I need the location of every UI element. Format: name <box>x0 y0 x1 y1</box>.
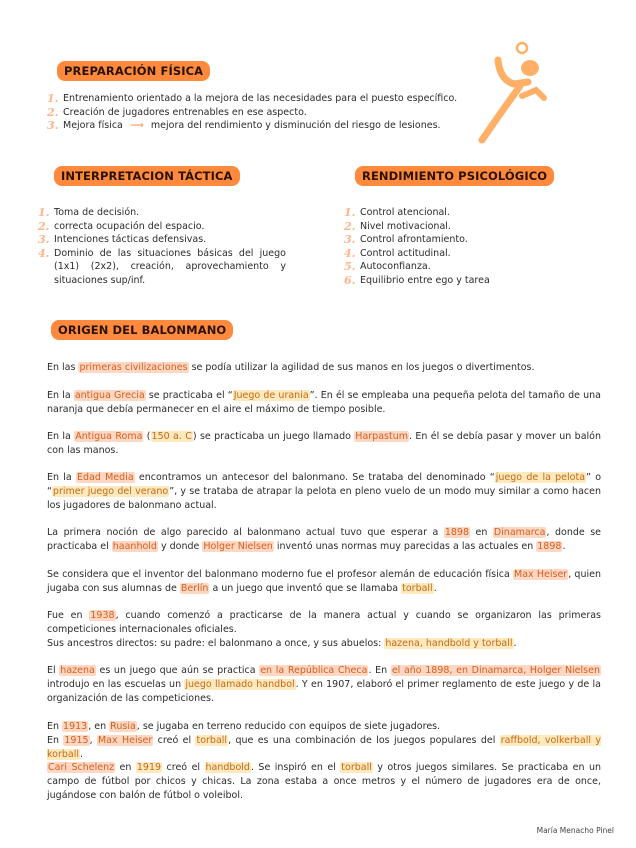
list-item: 5. Autoconfianza. <box>344 260 431 273</box>
author-signature: María Menacho Pinel <box>536 826 614 835</box>
tactica-list <box>38 206 286 287</box>
list-item: 2. Creación de jugadores entrenables en ese aspecto. <box>47 105 307 119</box>
paragraph: Se considera que el inventor del balonmano moderno fue el profesor alemán de educación física Max Heiser, quien jugaba con sus alumnas de Berlín a un juego que inventó que se llamaba torball. <box>47 569 601 595</box>
paragraph: Cari Schelenz en 1919 creó el handbold. Se inspiró en el torball y otros juegos similares. Se practicaba en un campo de fútbol por chicos y chicas. La zona estaba a once metros y el número de jugadores era de once, jugándose con balón de fútbol o voleibol. <box>47 762 601 802</box>
section-title-origen: ORIGEN DEL BALONMANO <box>51 320 233 340</box>
list-item: 1. Entrenamiento orientado a la mejora de las necesidades para el puesto específico. <box>47 92 458 105</box>
section-title-psicologico: RENDIMIENTO PSICOLÓGICO <box>355 166 554 186</box>
list-item: 1. Control atencional. <box>344 206 450 219</box>
paragraph: Fue en 1938, cuando comenzó a practicarse de la manera actual y cuando se organizaron las primeras competiciones internacionales oficiales. Sus ancestros directos: su padre: el balonmano a once, y sus abuelos: hazena, handbold y torball. <box>47 610 601 650</box>
paragraph: El hazena es un juego que aún se practica en la República Checa. En el año 1898, en Dinamarca, Holger Nielsen introdujo en las escuelas un juego llamado handbol. Y en 1907, elaboró el primer reglamento de este juego y de la organización de las competiciones. <box>47 665 601 705</box>
paragraph: En 1913, en Rusia, se jugaba en terreno reducido con equipos de siete jugadores. En 1915, Max Heiser creó el torball, que es una combinación de los juegos populares del raffbold, volkerball y korball. <box>47 721 602 761</box>
paragraph: En la Antigua Roma (150 a. C) se practicaba un juego llamado Harpastum. En él se debía pasar y mover un balón con las manos. <box>47 431 601 457</box>
list-item: 2. correcta ocupación del espacio. <box>38 219 205 233</box>
section-title-preparacion: PREPARACIÓN FÍSICA <box>57 61 210 81</box>
paragraph: En la Edad Media encontramos un antecesor del balonmano. Se trataba del denominado “juego de la pelota” o “primer juego del verano”, y se trataba de atrapar la pelota en pleno vuelo de un modo muy similar a como hacen los jugadores de balonmano actual. <box>47 472 602 512</box>
paragraph: En las primeras civilizaciones se podía utilizar la agilidad de sus manos en los juegos o divertimentos. <box>47 362 535 373</box>
list-item: 3. Mejora física ⟶ mejora del rendimiento y disminución del riesgo de lesiones. <box>47 119 441 132</box>
paragraph: En la antigua Grecia se practicaba el “Juego de urania”. En él se empleaba una pequeña pelota del tamaño de una naranja que debía permanecer en el aire el máximo de tiempo posible. <box>47 390 601 416</box>
list-item: 2. Nivel motivacional. <box>344 219 451 233</box>
handball-player-icon <box>470 40 550 150</box>
section-title-tactica: INTERPRETACION TÁCTICA <box>54 166 240 186</box>
list-item: 3. Control afrontamiento. <box>344 233 468 246</box>
psicologico-list <box>344 206 584 287</box>
arrow-right-icon: ⟶ <box>130 120 144 131</box>
list-item: 1. Toma de decisión. <box>38 206 140 219</box>
preparacion-list <box>47 92 467 133</box>
list-item: 3. Intenciones tácticas defensivas. <box>38 233 207 246</box>
list-item: 6. Equilibrio entre ego y tarea <box>344 273 490 287</box>
list-item: 4. Dominio de las situaciones básicas del juego (1x1) (2x2), creación, aprovechamiento y situaciones sup/inf. <box>38 246 286 286</box>
paragraph: La primera noción de algo parecido al balonmano actual tuvo que esperar a 1898 en Dinamarca, donde se practicaba el haanhold y donde Holger Nielsen inventó unas normas muy parecidas a las actuales en 1898. <box>47 527 601 553</box>
list-item: 4. Control actitudinal. <box>344 246 451 260</box>
